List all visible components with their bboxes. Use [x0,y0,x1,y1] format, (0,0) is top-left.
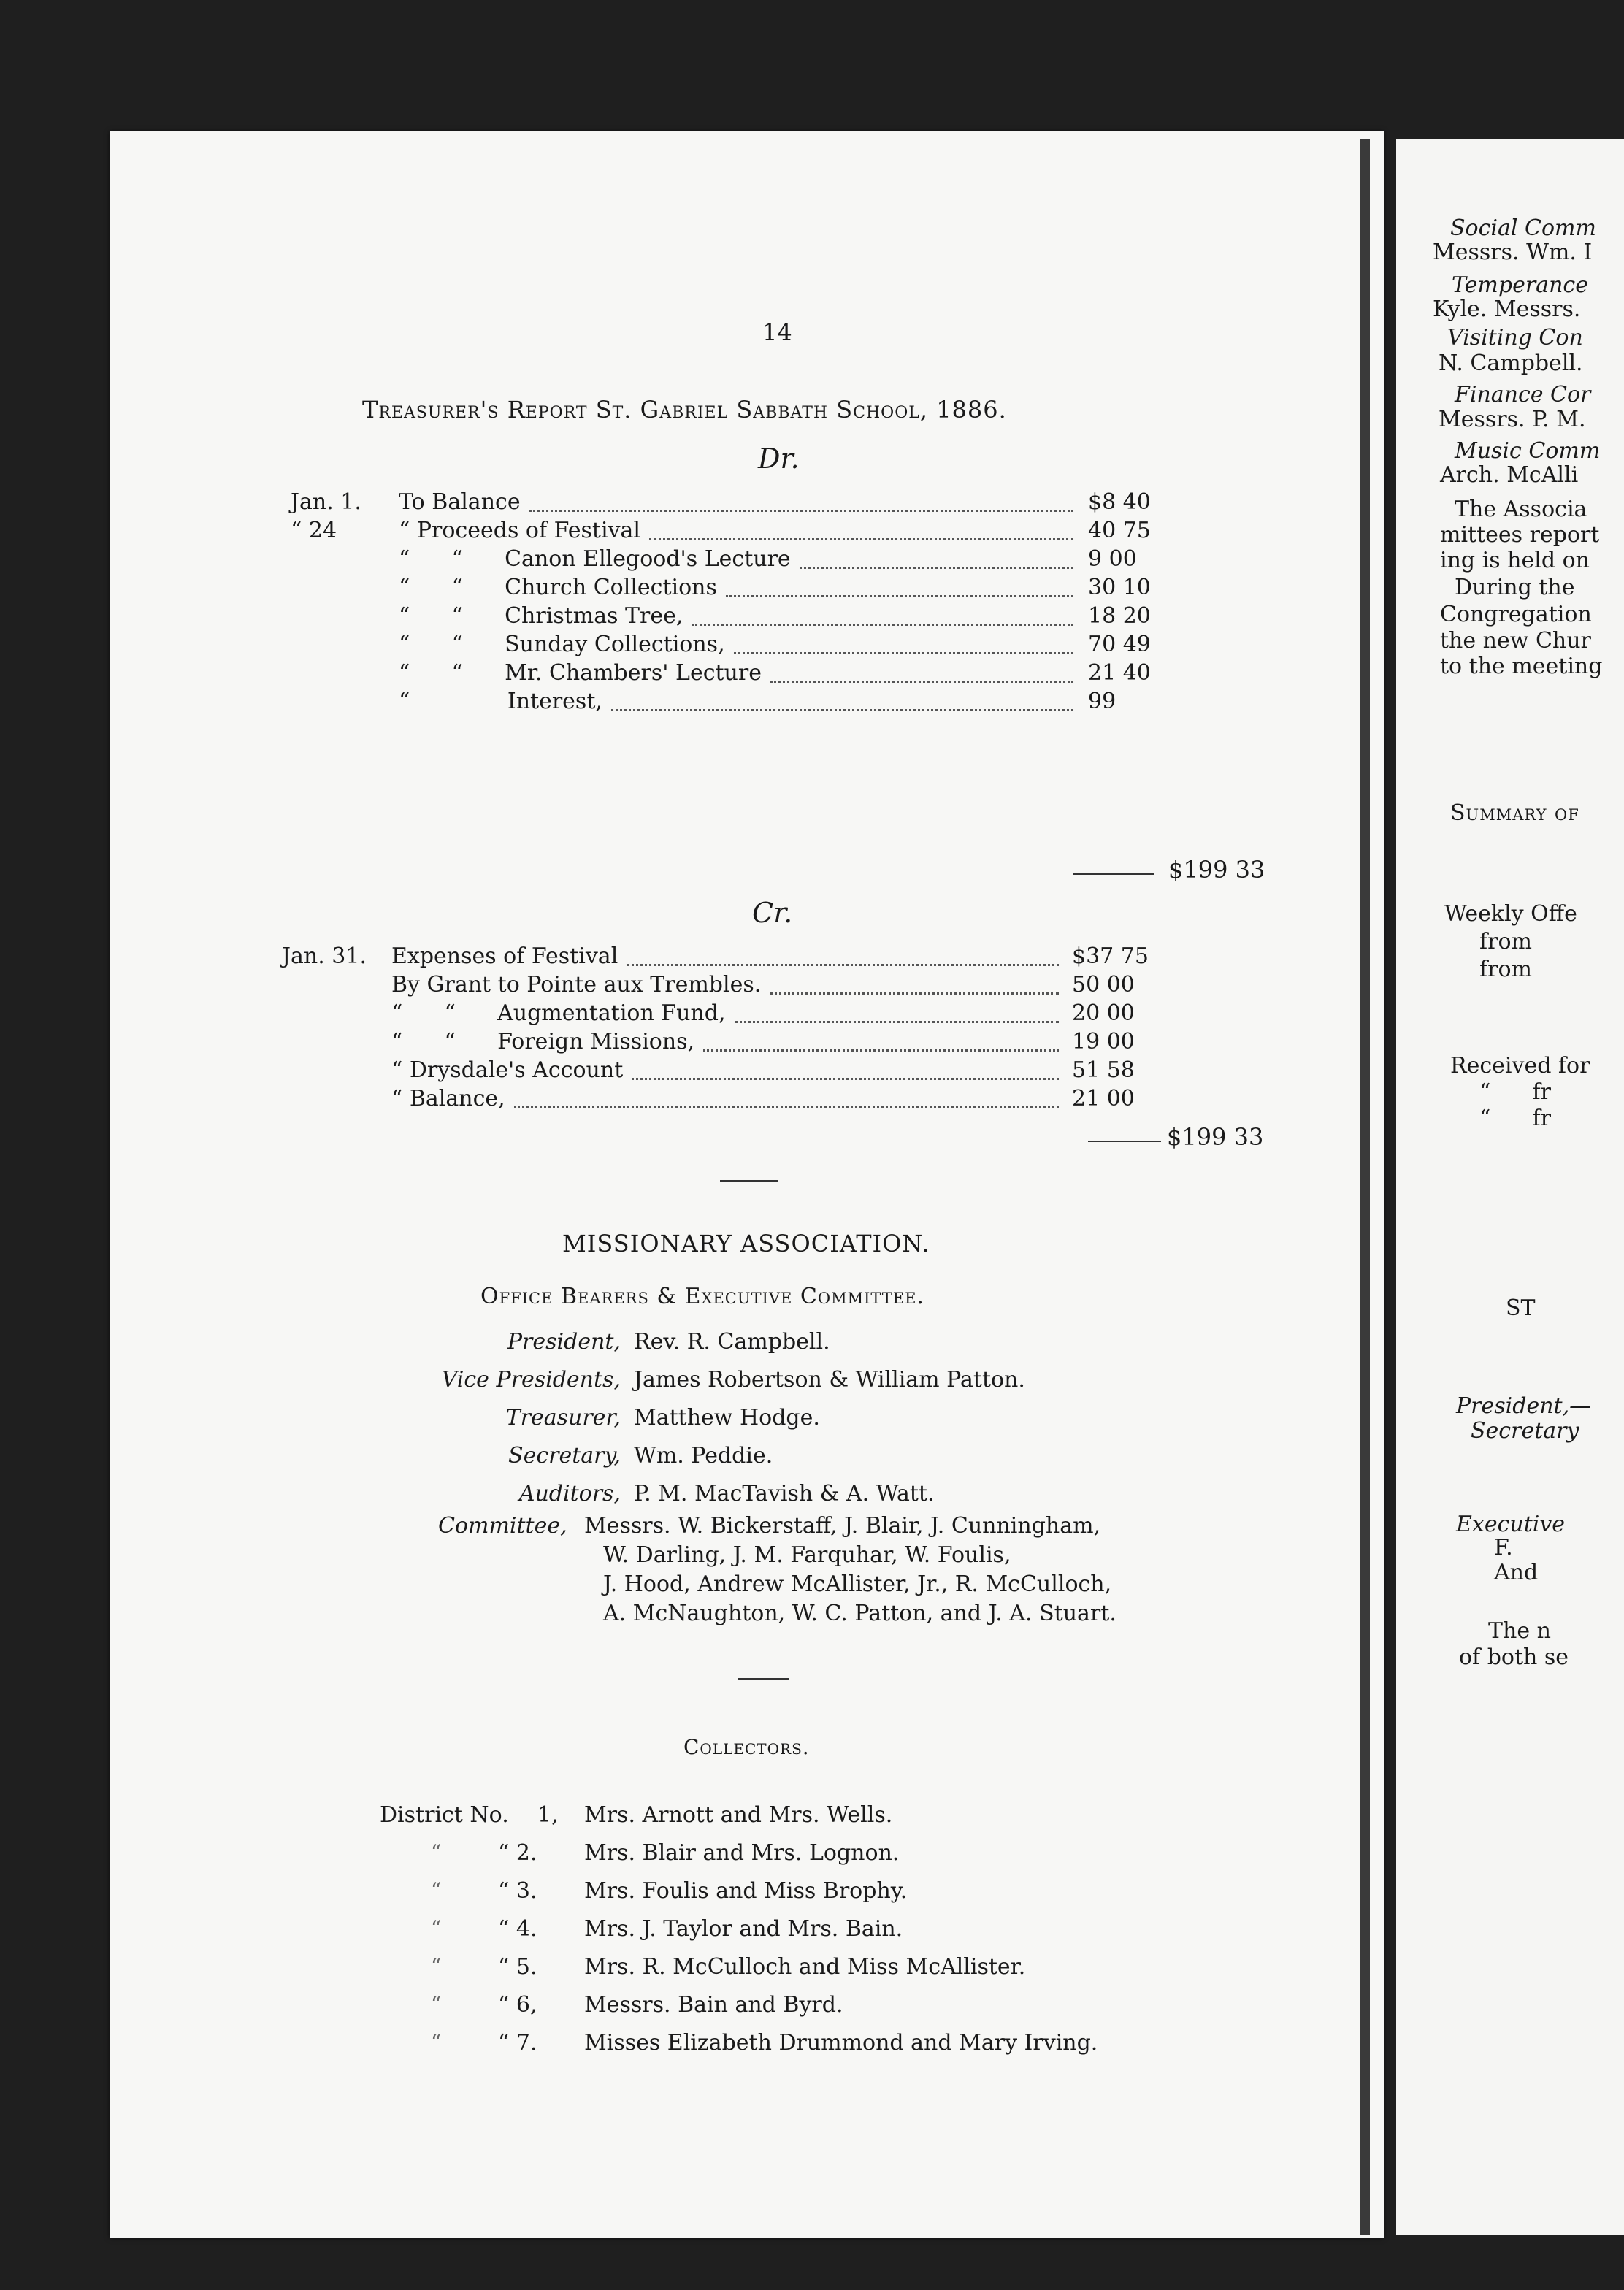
dr-leader [529,510,1073,512]
collector-names: Mrs. J. Taylor and Mrs. Bain. [584,1916,903,1942]
collector-district: “ [431,2030,442,2054]
report-title: Treasurer's Report St. Gabriel Sabbath School, 1886. [362,396,1007,424]
right-page-line: from [1479,957,1532,982]
officer-name: James Robertson & William Patton. [634,1367,1025,1393]
right-page-line: mittees report [1440,522,1600,548]
collector-number: “ 6, [498,1992,537,2018]
missionary-title: MISSIONARY ASSOCIATION. [562,1230,930,1257]
collector-number: “ 3. [498,1878,537,1904]
collector-names: Mrs. Arnott and Mrs. Wells. [584,1802,893,1828]
committee-line: J. Hood, Andrew McAllister, Jr., R. McCulloch, [603,1571,1112,1597]
dr-label: “ Proceeds of Festival [399,518,641,543]
dr-label: “ “ Church Collections [399,575,717,600]
collector-district: “ [431,1840,442,1864]
cr-amount: 50 00 [1072,972,1135,997]
cr-label: “ “ Foreign Missions, [391,1029,695,1054]
officer-role: Treasurer, [505,1405,621,1431]
dr-label: “ Interest, [399,689,602,714]
office-bearers-title: Office Bearers & Executive Committee. [480,1284,924,1309]
collectors-divider [738,1678,789,1680]
dr-date: Jan. 1. [291,489,361,515]
dr-date: “ 24 [291,518,337,543]
committee-line: Messrs. W. Bickerstaff, J. Blair, J. Cunningham, [584,1513,1101,1539]
officer-name: Rev. R. Campbell. [634,1329,830,1355]
right-page-line: Finance Cor [1455,382,1591,407]
collector-number: “ 7. [498,2030,537,2056]
committee-role: Committee, [438,1513,567,1539]
dr-amount: 30 10 [1088,575,1151,600]
right-page-line: F. [1494,1535,1513,1561]
right-page-line: Messrs. P. M. [1439,407,1586,432]
committee-line: A. McNaughton, W. C. Patton, and J. A. Stuart. [603,1601,1116,1626]
right-page-line: to the meeting [1440,654,1603,679]
collector-district: District No. [380,1802,509,1828]
dr-amount: 21 40 [1088,660,1151,686]
officer-name: P. M. MacTavish & A. Watt. [634,1481,935,1506]
dr-amount: 9 00 [1088,546,1137,572]
dr-amount: $8 40 [1088,489,1151,515]
dr-heading: Dr. [758,443,800,475]
collector-names: Messrs. Bain and Byrd. [584,1992,843,2018]
dr-leader [800,567,1073,569]
section-divider [720,1180,778,1182]
collectors-title: Collectors. [683,1735,810,1759]
cr-amount: 19 00 [1072,1029,1135,1054]
officer-role: President, [507,1329,621,1355]
collector-names: Mrs. R. McCulloch and Miss McAllister. [584,1954,1026,1980]
right-page-line: “ fr [1479,1079,1551,1105]
cr-date: Jan. 31. [282,943,367,969]
cr-label: By Grant to Pointe aux Trembles. [391,972,762,997]
right-page-line: Messrs. Wm. I [1433,240,1593,265]
right-page [1396,139,1624,2235]
right-page-line: Summary of [1450,800,1579,826]
dr-label: “ “ Mr. Chambers' Lecture [399,660,762,686]
right-page-line: Temperance [1452,272,1588,298]
right-page-line: Music Comm [1455,438,1601,464]
right-page-line: the new Chur [1440,628,1591,654]
collector-names: Mrs. Foulis and Miss Brophy. [584,1878,908,1904]
right-page-line: The Associa [1455,497,1587,522]
officer-name: Wm. Peddie. [634,1443,773,1468]
officer-name: Matthew Hodge. [634,1405,820,1431]
right-page-line: “ fr [1479,1106,1551,1131]
book-gutter [1360,139,1370,2235]
dr-amount: 99 [1088,689,1116,714]
cr-leader [770,992,1059,995]
collector-district: “ [431,1878,442,1902]
cr-leader [514,1106,1059,1108]
right-page-line: Visiting Con [1447,325,1583,351]
collector-names: Mrs. Blair and Mrs. Lognon. [584,1840,900,1866]
right-page-line: ing is held on [1440,548,1590,573]
dr-total: $199 33 [1168,856,1265,884]
dr-label: “ “ Sunday Collections, [399,632,725,657]
right-page-line: Secretary [1471,1418,1579,1444]
right-page-line: Weekly Offe [1444,901,1577,927]
cr-label: “ Balance, [391,1086,505,1111]
dr-label: To Balance [399,489,521,515]
cr-leader [703,1049,1059,1052]
cr-leader [735,1021,1059,1023]
collector-district: “ [431,1954,442,1978]
cr-heading: Cr. [752,897,793,929]
right-page-line: Social Comm [1450,215,1596,241]
cr-label: Expenses of Festival [391,943,618,969]
collector-district: “ [431,1916,442,1940]
right-page-line: And [1494,1560,1539,1585]
cr-total: $199 33 [1167,1123,1264,1151]
officer-role: Vice Presidents, [441,1367,621,1393]
cr-amount: 21 00 [1072,1086,1135,1111]
cr-amount: $37 75 [1072,943,1149,969]
right-page-line: President,— [1456,1393,1592,1419]
dr-amount: 70 49 [1088,632,1151,657]
dr-leader [726,595,1073,597]
cr-total-rule [1088,1141,1161,1142]
committee-line: W. Darling, J. M. Farquhar, W. Foulis, [603,1542,1011,1568]
page-number: 14 [762,318,792,346]
right-page-line: N. Campbell. [1439,351,1583,376]
right-page-line: from [1479,929,1532,954]
right-page-line: of both se [1459,1644,1569,1670]
cr-label: “ Drysdale's Account [391,1057,624,1083]
right-page-line: Executive [1456,1512,1566,1537]
collector-number: “ 4. [498,1916,537,1942]
right-page-line: Received for [1450,1053,1590,1079]
right-page-line: Arch. McAlli [1440,462,1579,488]
dr-label: “ “ Christmas Tree, [399,603,683,629]
dr-leader [649,538,1073,540]
collector-number: “ 5. [498,1954,537,1980]
officer-role: Secretary, [508,1443,621,1468]
right-page-line: Congregation [1440,602,1592,627]
dr-leader [611,709,1073,711]
dr-label: “ “ Canon Ellegood's Lecture [399,546,791,572]
collector-number: “ 2. [498,1840,537,1866]
collector-district: “ [431,1992,442,2016]
right-page-line: ST [1506,1295,1536,1321]
dr-leader [770,681,1073,683]
cr-leader [627,964,1059,966]
right-page-line: During the [1455,575,1575,600]
dr-amount: 18 20 [1088,603,1151,629]
left-page [110,131,1384,2238]
cr-leader [632,1078,1059,1080]
right-page-line: Kyle. Messrs. [1433,296,1581,322]
cr-label: “ “ Augmentation Fund, [391,1000,726,1026]
collector-number: 1, [537,1802,559,1828]
dr-leader [734,652,1073,654]
cr-amount: 20 00 [1072,1000,1135,1026]
dr-total-rule [1073,873,1154,875]
collector-names: Misses Elizabeth Drummond and Mary Irving. [584,2030,1098,2056]
dr-amount: 40 75 [1088,518,1151,543]
cr-amount: 51 58 [1072,1057,1135,1083]
dr-leader [692,624,1073,626]
officer-role: Auditors, [518,1481,621,1506]
right-page-line: The n [1488,1618,1551,1644]
